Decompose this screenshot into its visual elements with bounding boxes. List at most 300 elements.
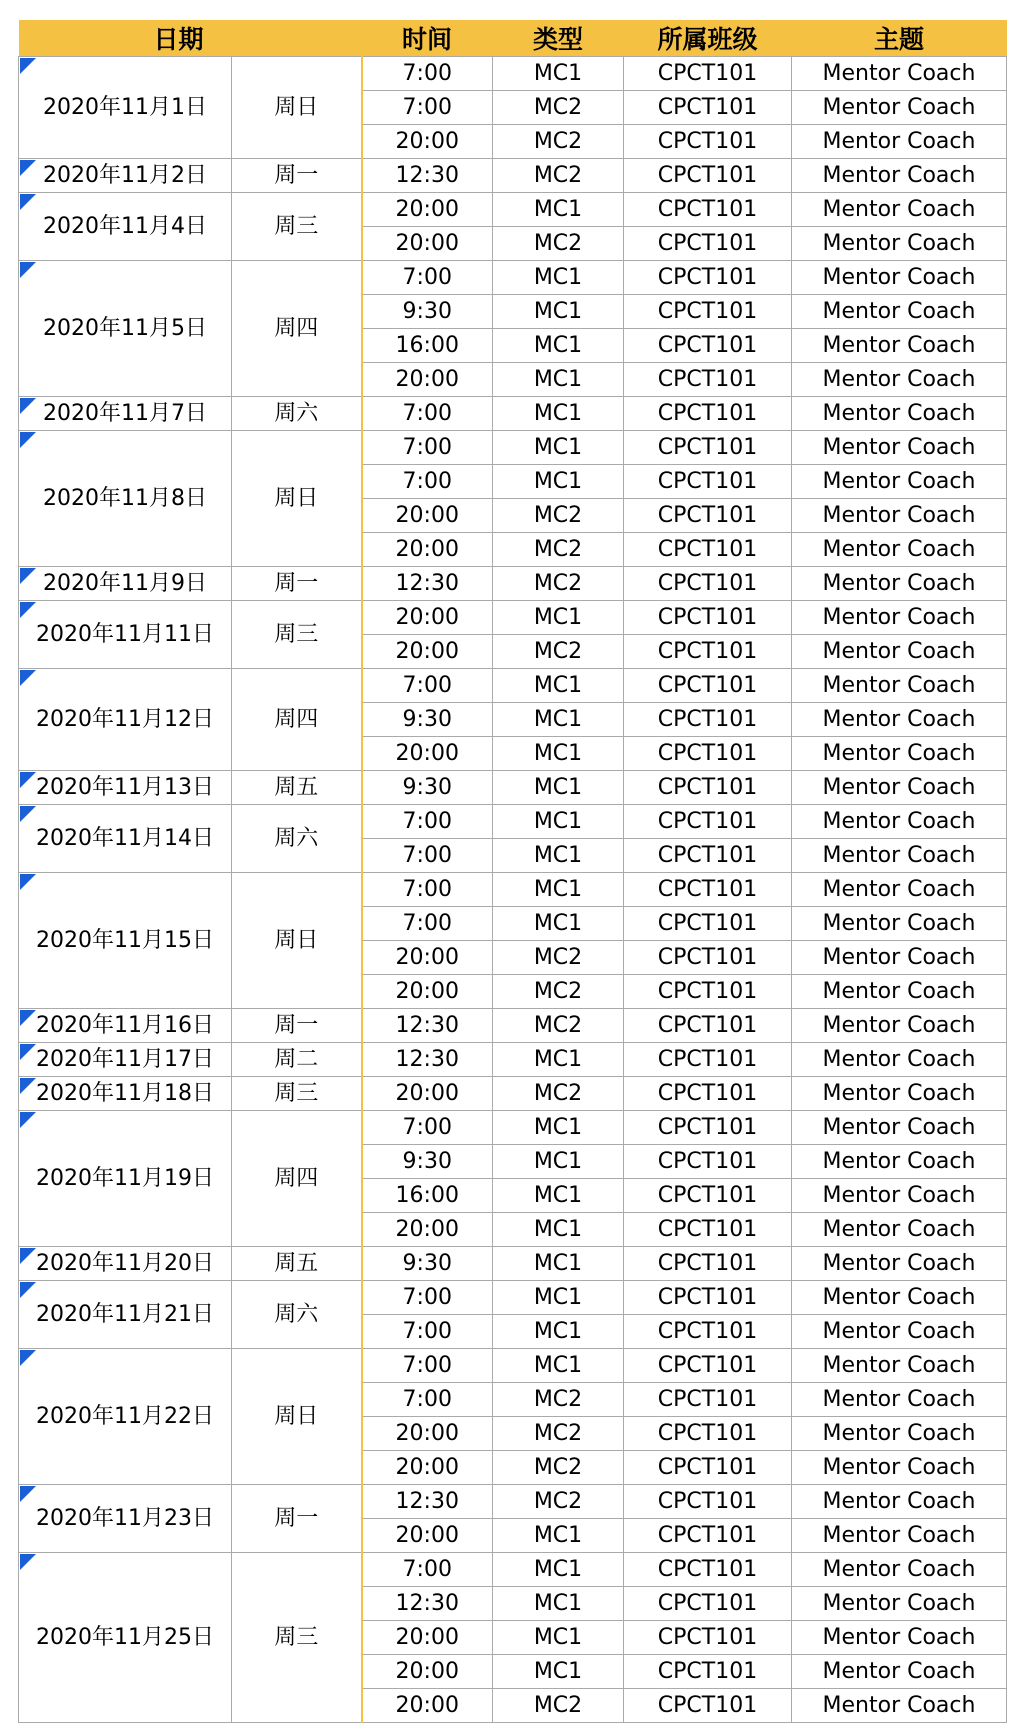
class-cell: CPCT101 — [624, 363, 792, 397]
date-cell — [19, 1111, 232, 1247]
type-cell: MC1 — [493, 329, 624, 363]
table-row — [19, 431, 1007, 465]
class-cell: CPCT101 — [624, 601, 792, 635]
weekday-cell: 周五 — [232, 771, 362, 805]
type-cell: MC2 — [493, 125, 624, 159]
class-cell: CPCT101 — [624, 125, 792, 159]
topic-cell: Mentor Coach — [792, 1519, 1007, 1553]
class-cell: CPCT101 — [624, 227, 792, 261]
class-cell: CPCT101 — [624, 261, 792, 295]
topic-cell: Mentor Coach — [792, 839, 1007, 873]
comment-marker-icon — [20, 670, 36, 686]
date-cell — [19, 397, 232, 431]
header-type: 类型 — [493, 20, 624, 57]
comment-marker-icon — [20, 160, 36, 176]
time-cell: 20:00 — [362, 193, 493, 227]
topic-cell: Mentor Coach — [792, 57, 1007, 91]
table-row — [19, 1043, 1007, 1077]
date-cell — [19, 1077, 232, 1111]
comment-marker-icon — [20, 262, 36, 278]
type-cell: MC2 — [493, 159, 624, 193]
time-cell: 16:00 — [362, 329, 493, 363]
weekday-cell: 周六 — [232, 1281, 362, 1349]
date-text: 2020年11月15日 — [36, 927, 214, 953]
date-cell — [19, 1281, 232, 1349]
time-cell: 9:30 — [362, 295, 493, 329]
time-cell: 12:30 — [362, 1043, 493, 1077]
class-cell: CPCT101 — [624, 1179, 792, 1213]
type-cell: MC1 — [493, 261, 624, 295]
date-text: 2020年11月14日 — [36, 825, 214, 851]
type-cell: MC2 — [493, 1689, 624, 1723]
time-cell: 20:00 — [362, 363, 493, 397]
topic-cell: Mentor Coach — [792, 703, 1007, 737]
type-cell: MC1 — [493, 295, 624, 329]
topic-cell: Mentor Coach — [792, 1315, 1007, 1349]
comment-marker-icon — [20, 1554, 36, 1570]
class-cell: CPCT101 — [624, 839, 792, 873]
topic-cell: Mentor Coach — [792, 1111, 1007, 1145]
class-cell: CPCT101 — [624, 1145, 792, 1179]
topic-cell: Mentor Coach — [792, 1383, 1007, 1417]
type-cell: MC1 — [493, 1519, 624, 1553]
time-cell: 9:30 — [362, 1247, 493, 1281]
weekday-cell: 周三 — [232, 1077, 362, 1111]
topic-cell: Mentor Coach — [792, 737, 1007, 771]
time-cell: 20:00 — [362, 1519, 493, 1553]
time-cell: 12:30 — [362, 1485, 493, 1519]
comment-marker-icon — [20, 1078, 36, 1094]
date-cell — [19, 669, 232, 771]
time-cell: 20:00 — [362, 499, 493, 533]
topic-cell: Mentor Coach — [792, 1553, 1007, 1587]
topic-cell: Mentor Coach — [792, 1655, 1007, 1689]
type-cell: MC2 — [493, 941, 624, 975]
class-cell: CPCT101 — [624, 1281, 792, 1315]
date-cell — [19, 1043, 232, 1077]
date-cell — [19, 431, 232, 567]
class-cell: CPCT101 — [624, 1519, 792, 1553]
table-row — [19, 1553, 1007, 1587]
header-class: 所属班级 — [624, 20, 792, 57]
class-cell: CPCT101 — [624, 1247, 792, 1281]
class-cell: CPCT101 — [624, 1485, 792, 1519]
class-cell: CPCT101 — [624, 771, 792, 805]
type-cell: MC1 — [493, 1247, 624, 1281]
weekday-cell: 周日 — [232, 57, 362, 159]
type-cell: MC1 — [493, 193, 624, 227]
table-row — [19, 193, 1007, 227]
date-cell — [19, 1485, 232, 1553]
time-cell: 20:00 — [362, 1621, 493, 1655]
type-cell: MC2 — [493, 975, 624, 1009]
topic-cell: Mentor Coach — [792, 1281, 1007, 1315]
date-cell — [19, 1349, 232, 1485]
weekday-cell: 周三 — [232, 1553, 362, 1723]
time-cell: 20:00 — [362, 941, 493, 975]
time-cell: 20:00 — [362, 1451, 493, 1485]
topic-cell: Mentor Coach — [792, 1587, 1007, 1621]
comment-marker-icon — [20, 874, 36, 890]
type-cell: MC1 — [493, 397, 624, 431]
time-cell: 12:30 — [362, 159, 493, 193]
table-row — [19, 57, 1007, 91]
date-cell — [19, 1009, 232, 1043]
class-cell: CPCT101 — [624, 91, 792, 125]
time-cell: 7:00 — [362, 1349, 493, 1383]
type-cell: MC1 — [493, 771, 624, 805]
class-cell: CPCT101 — [624, 329, 792, 363]
time-cell: 12:30 — [362, 1009, 493, 1043]
type-cell: MC2 — [493, 1451, 624, 1485]
table-header — [19, 20, 1007, 57]
date-cell — [19, 567, 232, 601]
time-cell: 7:00 — [362, 873, 493, 907]
class-cell: CPCT101 — [624, 1315, 792, 1349]
type-cell: MC1 — [493, 1621, 624, 1655]
class-cell: CPCT101 — [624, 1587, 792, 1621]
topic-cell: Mentor Coach — [792, 669, 1007, 703]
topic-cell: Mentor Coach — [792, 499, 1007, 533]
topic-cell: Mentor Coach — [792, 1213, 1007, 1247]
weekday-cell: 周一 — [232, 1009, 362, 1043]
weekday-cell: 周四 — [232, 669, 362, 771]
topic-cell: Mentor Coach — [792, 1145, 1007, 1179]
type-cell: MC1 — [493, 431, 624, 465]
time-cell: 7:00 — [362, 1315, 493, 1349]
type-cell: MC1 — [493, 839, 624, 873]
header-weekday — [232, 20, 362, 57]
type-cell: MC2 — [493, 1485, 624, 1519]
type-cell: MC1 — [493, 1213, 624, 1247]
class-cell: CPCT101 — [624, 1383, 792, 1417]
topic-cell: Mentor Coach — [792, 431, 1007, 465]
date-text: 2020年11月7日 — [43, 400, 207, 426]
topic-cell: Mentor Coach — [792, 1077, 1007, 1111]
weekday-cell: 周五 — [232, 1247, 362, 1281]
date-cell — [19, 805, 232, 873]
type-cell: MC1 — [493, 1315, 624, 1349]
class-cell: CPCT101 — [624, 635, 792, 669]
type-cell: MC2 — [493, 499, 624, 533]
class-cell: CPCT101 — [624, 431, 792, 465]
time-cell: 7:00 — [362, 465, 493, 499]
table-row — [19, 1349, 1007, 1383]
type-cell: MC2 — [493, 1009, 624, 1043]
topic-cell: Mentor Coach — [792, 941, 1007, 975]
class-cell: CPCT101 — [624, 1043, 792, 1077]
topic-cell: Mentor Coach — [792, 397, 1007, 431]
class-cell: CPCT101 — [624, 1077, 792, 1111]
date-text: 2020年11月12日 — [36, 706, 214, 732]
time-cell: 9:30 — [362, 1145, 493, 1179]
type-cell: MC1 — [493, 873, 624, 907]
date-text: 2020年11月2日 — [43, 162, 207, 188]
time-cell: 9:30 — [362, 771, 493, 805]
time-cell: 20:00 — [362, 1689, 493, 1723]
class-cell: CPCT101 — [624, 737, 792, 771]
topic-cell: Mentor Coach — [792, 1417, 1007, 1451]
type-cell: MC1 — [493, 1349, 624, 1383]
topic-cell: Mentor Coach — [792, 873, 1007, 907]
table-row — [19, 601, 1007, 635]
time-cell: 7:00 — [362, 57, 493, 91]
topic-cell: Mentor Coach — [792, 261, 1007, 295]
weekday-cell: 周三 — [232, 601, 362, 669]
time-cell: 7:00 — [362, 805, 493, 839]
type-cell: MC1 — [493, 1281, 624, 1315]
date-text: 2020年11月5日 — [43, 315, 207, 341]
topic-cell: Mentor Coach — [792, 1043, 1007, 1077]
comment-marker-icon — [20, 1248, 36, 1264]
class-cell: CPCT101 — [624, 499, 792, 533]
table-row — [19, 669, 1007, 703]
date-cell — [19, 1553, 232, 1723]
comment-marker-icon — [20, 1044, 36, 1060]
topic-cell: Mentor Coach — [792, 1689, 1007, 1723]
date-text: 2020年11月17日 — [36, 1046, 214, 1072]
time-cell: 7:00 — [362, 431, 493, 465]
topic-cell: Mentor Coach — [792, 907, 1007, 941]
class-cell: CPCT101 — [624, 1417, 792, 1451]
type-cell: MC2 — [493, 533, 624, 567]
time-cell: 20:00 — [362, 533, 493, 567]
time-cell: 20:00 — [362, 1655, 493, 1689]
table-row — [19, 1247, 1007, 1281]
time-cell: 12:30 — [362, 1587, 493, 1621]
class-cell: CPCT101 — [624, 1009, 792, 1043]
time-cell: 20:00 — [362, 737, 493, 771]
time-cell: 7:00 — [362, 1111, 493, 1145]
type-cell: MC1 — [493, 907, 624, 941]
table-row — [19, 261, 1007, 295]
date-cell — [19, 873, 232, 1009]
time-cell: 7:00 — [362, 839, 493, 873]
time-cell: 7:00 — [362, 669, 493, 703]
comment-marker-icon — [20, 1112, 36, 1128]
topic-cell: Mentor Coach — [792, 159, 1007, 193]
comment-marker-icon — [20, 398, 36, 414]
type-cell: MC1 — [493, 1145, 624, 1179]
weekday-cell: 周六 — [232, 805, 362, 873]
class-cell: CPCT101 — [624, 1451, 792, 1485]
class-cell: CPCT101 — [624, 805, 792, 839]
date-text: 2020年11月16日 — [36, 1012, 214, 1038]
topic-cell: Mentor Coach — [792, 295, 1007, 329]
time-cell: 12:30 — [362, 567, 493, 601]
topic-cell: Mentor Coach — [792, 1009, 1007, 1043]
table-row — [19, 1111, 1007, 1145]
time-cell: 20:00 — [362, 1077, 493, 1111]
class-cell: CPCT101 — [624, 567, 792, 601]
table-row — [19, 771, 1007, 805]
topic-cell: Mentor Coach — [792, 193, 1007, 227]
time-cell: 7:00 — [362, 1281, 493, 1315]
class-cell: CPCT101 — [624, 873, 792, 907]
topic-cell: Mentor Coach — [792, 1349, 1007, 1383]
date-text: 2020年11月9日 — [43, 570, 207, 596]
comment-marker-icon — [20, 772, 36, 788]
date-cell — [19, 193, 232, 261]
date-text: 2020年11月18日 — [36, 1080, 214, 1106]
topic-cell: Mentor Coach — [792, 975, 1007, 1009]
table-row — [19, 1077, 1007, 1111]
type-cell: MC1 — [493, 805, 624, 839]
type-cell: MC1 — [493, 669, 624, 703]
class-cell: CPCT101 — [624, 1111, 792, 1145]
weekday-cell: 周日 — [232, 1349, 362, 1485]
comment-marker-icon — [20, 1010, 36, 1026]
weekday-cell: 周一 — [232, 567, 362, 601]
topic-cell: Mentor Coach — [792, 771, 1007, 805]
comment-marker-icon — [20, 602, 36, 618]
time-cell: 20:00 — [362, 1213, 493, 1247]
time-cell: 20:00 — [362, 975, 493, 1009]
date-cell — [19, 261, 232, 397]
time-cell: 7:00 — [362, 261, 493, 295]
date-text: 2020年11月21日 — [36, 1301, 214, 1327]
time-cell: 7:00 — [362, 1553, 493, 1587]
type-cell: MC2 — [493, 227, 624, 261]
comment-marker-icon — [20, 1282, 36, 1298]
date-cell — [19, 601, 232, 669]
type-cell: MC1 — [493, 703, 624, 737]
class-cell: CPCT101 — [624, 465, 792, 499]
table-row — [19, 873, 1007, 907]
class-cell: CPCT101 — [624, 1553, 792, 1587]
type-cell: MC2 — [493, 91, 624, 125]
type-cell: MC1 — [493, 1179, 624, 1213]
date-text: 2020年11月19日 — [36, 1165, 214, 1191]
topic-cell: Mentor Coach — [792, 533, 1007, 567]
class-cell: CPCT101 — [624, 1621, 792, 1655]
topic-cell: Mentor Coach — [792, 1621, 1007, 1655]
comment-marker-icon — [20, 1486, 36, 1502]
type-cell: MC1 — [493, 601, 624, 635]
schedule-table — [18, 20, 1007, 1723]
comment-marker-icon — [20, 194, 36, 210]
class-cell: CPCT101 — [624, 295, 792, 329]
topic-cell: Mentor Coach — [792, 363, 1007, 397]
date-text: 2020年11月1日 — [43, 94, 207, 120]
topic-cell: Mentor Coach — [792, 601, 1007, 635]
comment-marker-icon — [20, 1350, 36, 1366]
header-row — [19, 20, 1007, 57]
type-cell: MC1 — [493, 363, 624, 397]
header-time: 时间 — [362, 20, 493, 57]
time-cell: 7:00 — [362, 1383, 493, 1417]
topic-cell: Mentor Coach — [792, 329, 1007, 363]
time-cell: 20:00 — [362, 635, 493, 669]
date-cell — [19, 1247, 232, 1281]
weekday-cell: 周日 — [232, 873, 362, 1009]
weekday-cell: 周二 — [232, 1043, 362, 1077]
date-text: 2020年11月4日 — [43, 213, 207, 239]
time-cell: 7:00 — [362, 907, 493, 941]
type-cell: MC2 — [493, 1417, 624, 1451]
topic-cell: Mentor Coach — [792, 1451, 1007, 1485]
topic-cell: Mentor Coach — [792, 635, 1007, 669]
time-cell: 20:00 — [362, 601, 493, 635]
class-cell: CPCT101 — [624, 703, 792, 737]
class-cell: CPCT101 — [624, 193, 792, 227]
weekday-cell: 周日 — [232, 431, 362, 567]
topic-cell: Mentor Coach — [792, 125, 1007, 159]
comment-marker-icon — [20, 806, 36, 822]
date-text: 2020年11月13日 — [36, 774, 214, 800]
class-cell: CPCT101 — [624, 975, 792, 1009]
time-cell: 20:00 — [362, 1417, 493, 1451]
class-cell: CPCT101 — [624, 1689, 792, 1723]
class-cell: CPCT101 — [624, 1213, 792, 1247]
table-body — [19, 57, 1007, 1723]
comment-marker-icon — [20, 568, 36, 584]
time-cell: 7:00 — [362, 397, 493, 431]
weekday-cell: 周四 — [232, 1111, 362, 1247]
header-topic: 主题 — [792, 20, 1007, 57]
type-cell: MC1 — [493, 57, 624, 91]
class-cell: CPCT101 — [624, 1349, 792, 1383]
class-cell: CPCT101 — [624, 159, 792, 193]
date-text: 2020年11月11日 — [36, 621, 214, 647]
type-cell: MC1 — [493, 1553, 624, 1587]
date-text: 2020年11月25日 — [36, 1624, 214, 1650]
topic-cell: Mentor Coach — [792, 91, 1007, 125]
weekday-cell: 周一 — [232, 1485, 362, 1553]
table-row — [19, 805, 1007, 839]
table-row — [19, 1281, 1007, 1315]
comment-marker-icon — [20, 58, 36, 74]
date-cell — [19, 57, 232, 159]
topic-cell: Mentor Coach — [792, 1247, 1007, 1281]
class-cell: CPCT101 — [624, 669, 792, 703]
weekday-cell: 周六 — [232, 397, 362, 431]
type-cell: MC2 — [493, 567, 624, 601]
time-cell: 16:00 — [362, 1179, 493, 1213]
time-cell: 20:00 — [362, 125, 493, 159]
class-cell: CPCT101 — [624, 57, 792, 91]
comment-marker-icon — [20, 432, 36, 448]
date-text: 2020年11月20日 — [36, 1250, 214, 1276]
topic-cell: Mentor Coach — [792, 805, 1007, 839]
table-row — [19, 1485, 1007, 1519]
class-cell: CPCT101 — [624, 1655, 792, 1689]
topic-cell: Mentor Coach — [792, 1485, 1007, 1519]
weekday-cell: 周一 — [232, 159, 362, 193]
type-cell: MC1 — [493, 1111, 624, 1145]
type-cell: MC1 — [493, 737, 624, 771]
type-cell: MC1 — [493, 465, 624, 499]
date-cell — [19, 159, 232, 193]
class-cell: CPCT101 — [624, 907, 792, 941]
type-cell: MC2 — [493, 1383, 624, 1417]
table-row — [19, 1009, 1007, 1043]
topic-cell: Mentor Coach — [792, 465, 1007, 499]
weekday-cell: 周四 — [232, 261, 362, 397]
type-cell: MC1 — [493, 1043, 624, 1077]
type-cell: MC1 — [493, 1587, 624, 1621]
date-text: 2020年11月23日 — [36, 1505, 214, 1531]
time-cell: 20:00 — [362, 227, 493, 261]
type-cell: MC2 — [493, 1077, 624, 1111]
topic-cell: Mentor Coach — [792, 227, 1007, 261]
header-date: 日期 — [19, 20, 232, 57]
type-cell: MC2 — [493, 635, 624, 669]
date-text: 2020年11月8日 — [43, 485, 207, 511]
topic-cell: Mentor Coach — [792, 567, 1007, 601]
type-cell: MC1 — [493, 1655, 624, 1689]
topic-cell: Mentor Coach — [792, 1179, 1007, 1213]
